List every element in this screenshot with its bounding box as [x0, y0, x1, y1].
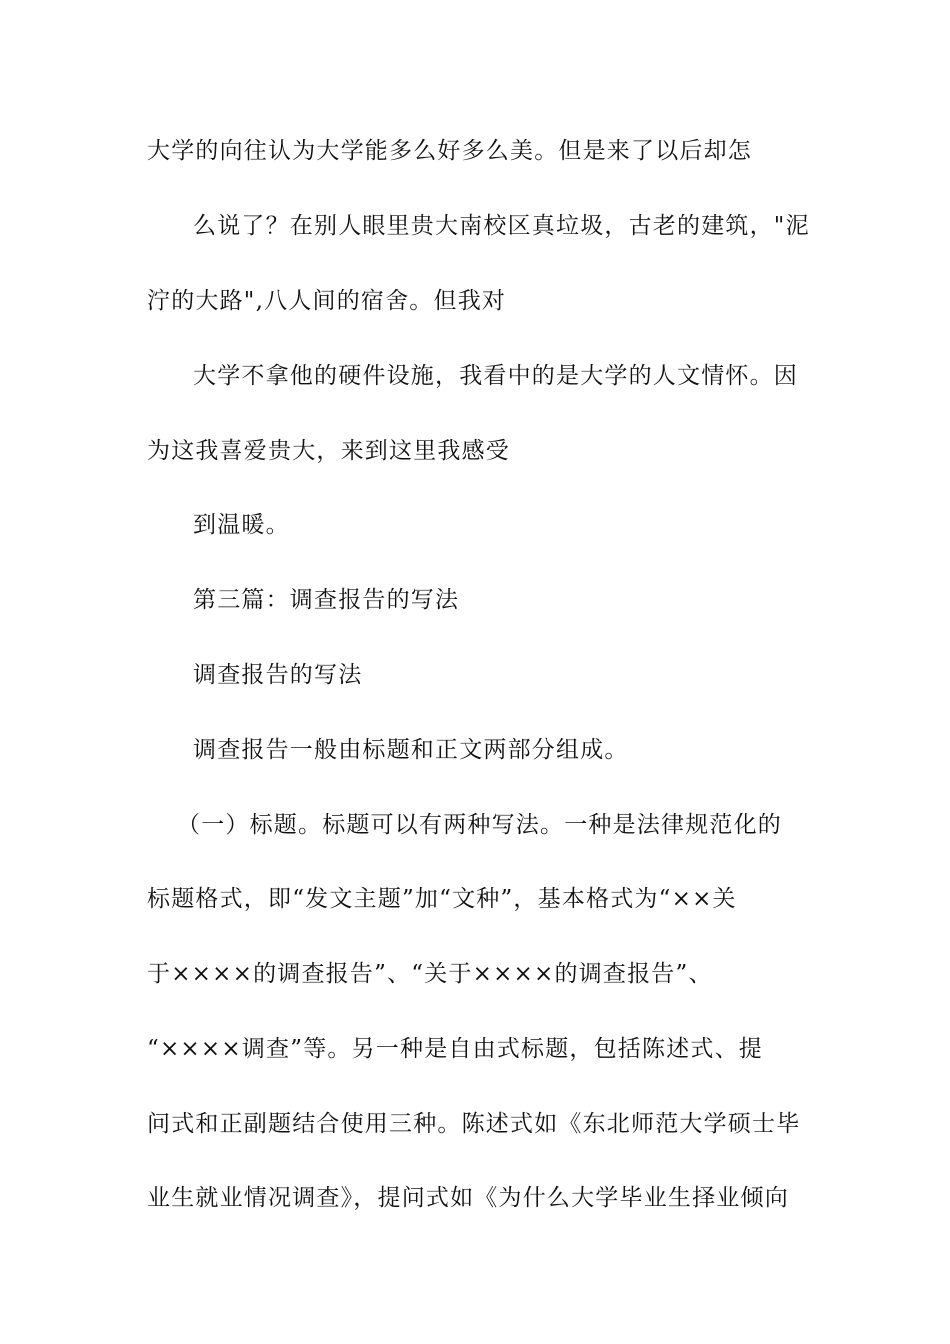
text-line: 于××××的调查报告”、“关于××××的调查报告”、: [147, 961, 713, 987]
text-line: 到温暖。: [193, 512, 290, 538]
text-line: “××××调查”等。另一种是自由式标题，包括陈述式、提: [147, 1036, 764, 1062]
text-line: 么说了？在别人眼里贵大南校区真垃圾，古老的建筑，"泥: [193, 213, 810, 239]
text-line: 调查报告一般由标题和正文两部分组成。: [193, 737, 629, 763]
text-line: 大学不拿他的硬件设施，我看中的是大学的人文情怀。因: [193, 363, 798, 389]
text-line: 为这我喜爱贵大，来到这里我感受: [147, 438, 510, 464]
section-heading: 第三篇：调查报告的写法: [193, 587, 460, 613]
text-line: 问式和正副题结合使用三种。陈述式如《东北师范大学硕士毕: [147, 1111, 801, 1137]
text-line: （一）标题。标题可以有两种写法。一种是法律规范化的: [177, 812, 782, 838]
section-subtitle: 调查报告的写法: [193, 662, 363, 688]
text-line: 业生就业情况调查》，提问式如《为什么大学毕业生择业倾向: [147, 1185, 789, 1211]
text-line: 大学的向往认为大学能多么好多么美。但是来了以后却怎: [147, 138, 752, 164]
text-line: 泞的大路",八人间的宿舍。但我对: [147, 288, 507, 314]
text-line: 标题格式，即“发文主题”加“文种”，基本格式为“××关: [147, 886, 737, 912]
